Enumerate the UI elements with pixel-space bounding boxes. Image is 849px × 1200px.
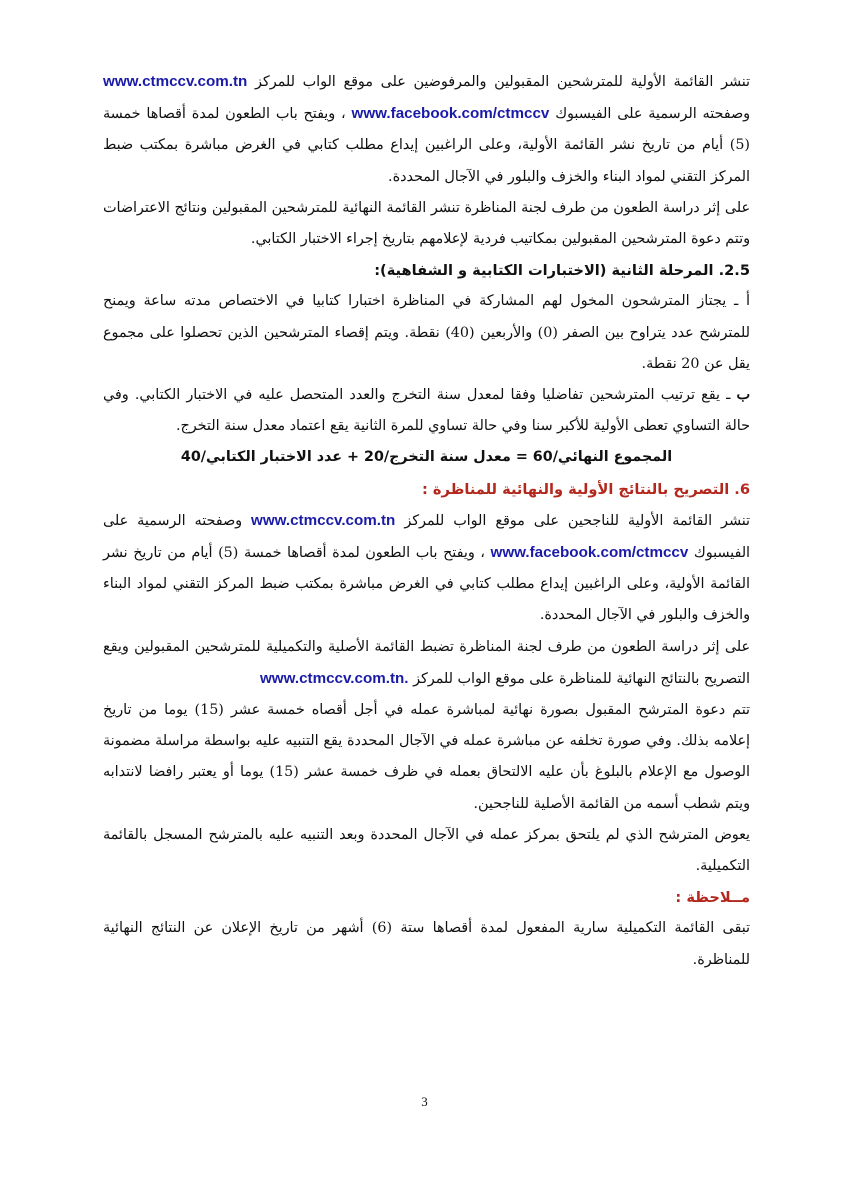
item-b-label: ب — [736, 387, 750, 404]
note-text: تبقى القائمة التكميلية سارية المفعول لمدة أقصاها ستة (6) أشهر من تاريخ الإعلان عن النتائج النهائية للمناظرة. — [103, 920, 750, 968]
section-2-5-item-b — [103, 380, 750, 442]
s6-text-1: تنشر القائمة الأولية للناجحين على موقع الواب للمركز — [404, 512, 750, 529]
facebook-link[interactable]: www.facebook.com/ctmccv — [351, 105, 550, 123]
intro-paragraph-2: على إثر دراسة الطعون من طرف لجنة المناظرة تنشر القائمة النهائية للمترشحين المقبولين ونتائج الاعتراضات وتتم دعوة المترشحين المقبولين بمكاتيب فردية لإعلامهم بتاريخ إجراء الاختبار الكتابي. — [103, 199, 750, 248]
site-link[interactable]: www.ctmccv.com.tn — [103, 73, 248, 90]
section-6-paragraph-3: تتم دعوة المترشح المقبول بصورة نهائية لمباشرة عمله في أجل أقصاه خمسة عشر (15) يوما من تاريخ إعلامه بذلك. وفي صورة تخلفه عن مباشرة عمله في الآجال المحددة يقع التنبيه عليه بواسطة مراسلة مضمونة الوصول مع الإعلام بالبلوغ بأن عليه الالتحاق بعمله في ظرف خمسة عشر (15) يوما أو يعتبر رافضا لانتدابه ويتم شطب أسمه من القائمة الأصلية للناجحين. — [103, 702, 751, 812]
section-2-5-heading: 2.5. المرحلة الثانية (الاختبارات الكتابية و الشفاهية): — [374, 262, 750, 280]
s6-site-link[interactable]: www.ctmccv.com.tn — [251, 511, 396, 529]
score-formula: المجموع النهائي/60 = معدل سنة التخرج/20 + عدد الاختبار الكتابي/40 — [180, 449, 673, 466]
note-heading: مــلاحظة : — [675, 889, 750, 907]
item-b-text: ـ يقع ترتيب المترشحين تفاضليا وفقا لمعدل سنة التخرج والعدد المتحصل عليه في الاختبار الكتابي. وفي حالة التساوي تعطى الأولية للأكبر سنا وفي حالة تساوي للمرة الثانية يقع اعتماد معدل سنة التخرج. — [103, 387, 750, 435]
document-body — [103, 66, 750, 976]
s6-text-2: وصفحته الرسمية على الفيسبوك — [103, 512, 751, 562]
section-6-paragraph-4: يعوض المترشح الذي لم يلتحق بمركز عمله في الآجال المحددة وبعد التنبيه عليه بالمترشح المسجل بالقائمة التكميلية. — [103, 826, 750, 875]
s6-facebook-link[interactable]: www.facebook.com/ctmccv — [490, 544, 689, 562]
page-number: 3 — [421, 1094, 428, 1109]
s6-p2-site-link[interactable]: www.ctmccv.com.tn. — [259, 669, 409, 687]
s6-p2-text: على إثر دراسة الطعون من طرف لجنة المناظرة تضبط القائمة الأصلية والتكميلية للمترشحين المقبولين ويقع التصريح بالنتائج النهائية للمناظرة على موقع الواب للمركز — [103, 638, 750, 687]
section-2-5-item-a: أ ـ يجتاز المترشحون المخول لهم المشاركة في المناظرة اختبارا كتابيا في الاختصاص مدته ساعة ويمنح للمترشح عدد يتراوح بين الصفر (0) والأربعين (40) نقطة. ويتم إقصاء المترشحين الذين تحصلوا على مجموع يقل عن 20 نقطة. — [103, 293, 750, 372]
section-6-paragraph-2 — [103, 632, 750, 695]
intro-text-1: تنشر القائمة الأولية للمترشحين المقبولين والمرفوضين على موقع الواب للمركز — [255, 74, 751, 90]
s6-text-3: ، ويفتح باب الطعون لمدة أقصاها خمسة (5) أيام من تاريخ نشر القائمة الأولية، وعلى الراغبين إيداع مطلب كتابي في الغرض مباشرة بمكتب ضبط المركز التقني لمواد البناء والخزف والبلور في الآجال المحددة. — [103, 545, 750, 624]
intro-text-2: وصفحته الرسمية على الفيسبوك — [555, 106, 751, 123]
intro-text-3: ، ويفتح باب الطعون لمدة أقصاها خمسة (5) أيام من تاريخ نشر القائمة الأولية، وعلى الراغبين إيداع مطلب كتابي في الغرض مباشرة بمكتب ضبط المركز التقني لمواد البناء والخزف والبلور في الآجال المحددة. — [103, 106, 750, 185]
section-6-heading: 6. التصريح بالنتائج الأولية والنهائية للمناظرة : — [422, 480, 750, 498]
section-6-paragraph-1 — [103, 505, 750, 632]
intro-paragraph-1 — [103, 66, 750, 193]
